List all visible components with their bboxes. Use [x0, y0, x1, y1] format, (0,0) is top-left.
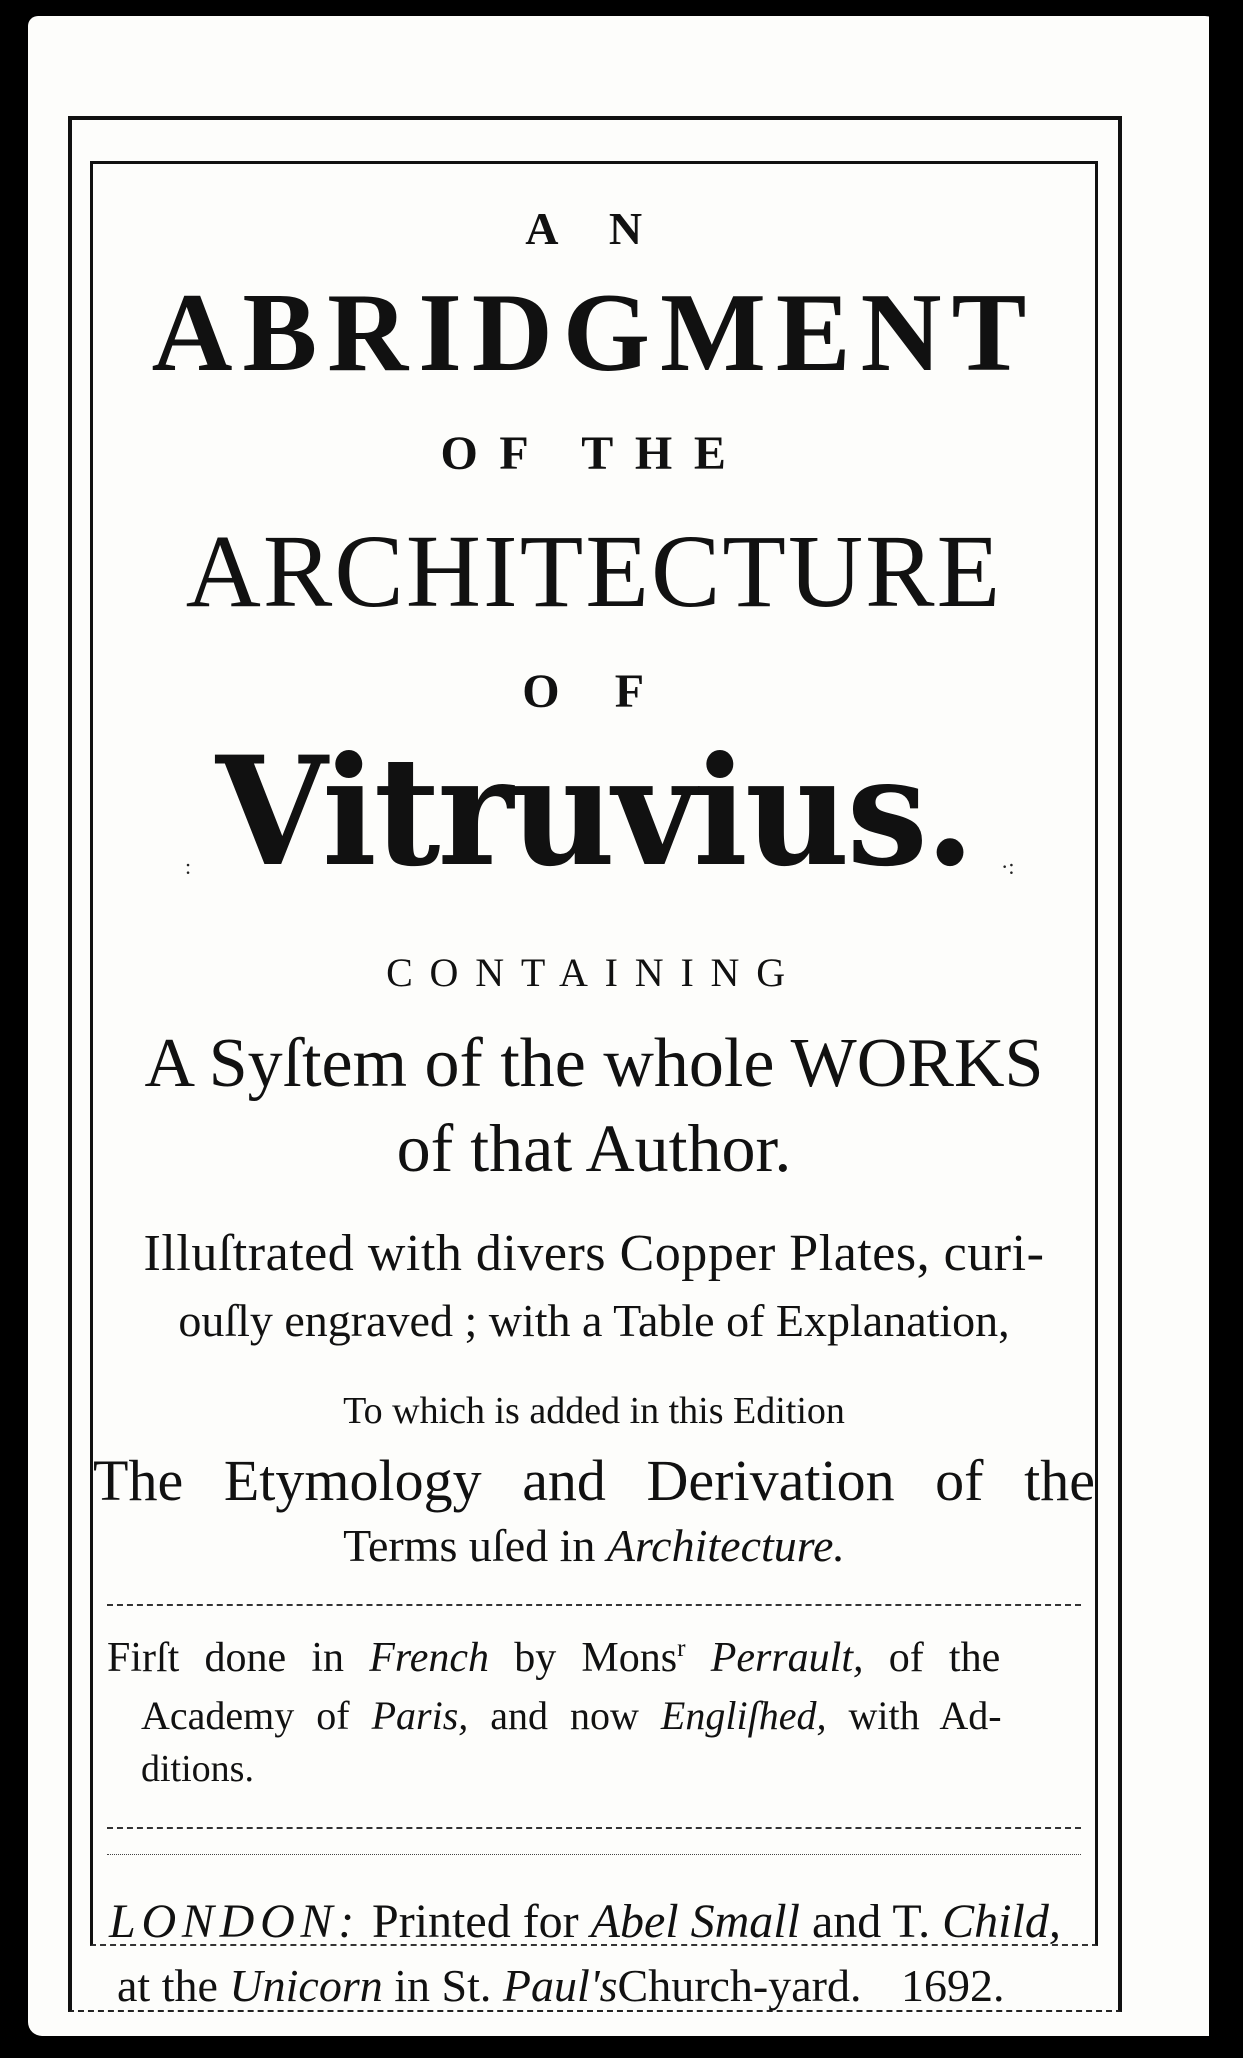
- scan-bottom-edge: [0, 2036, 1243, 2058]
- imprint-year: 1692.: [901, 1960, 1005, 2011]
- scan-right-edge: [1209, 0, 1243, 2058]
- title-page: [28, 16, 1223, 2036]
- added-edition-line: To which is added in this Edition: [343, 1390, 845, 1432]
- imprint-unicorn: Unicorn: [229, 1960, 383, 2011]
- imprint-text: in St.: [394, 1960, 492, 2011]
- separator-rule-3: [107, 1854, 1081, 1855]
- translator-text: Academy of: [141, 1693, 350, 1738]
- imprint-text: Printed for: [372, 1895, 579, 1948]
- imprint-text: and T.: [811, 1895, 931, 1948]
- translator-line-2: [93, 1692, 1143, 1739]
- translator-text: and now: [490, 1693, 639, 1738]
- containing-heading: CONTAINING: [386, 950, 802, 995]
- inner-frame: [90, 161, 1098, 2011]
- imprint-text: at the: [117, 1960, 218, 2011]
- title-vitruvius: Vitruvius.: [215, 724, 973, 900]
- translator-text: Firſt done in: [107, 1635, 345, 1681]
- separator-rule-2: [107, 1827, 1081, 1829]
- mons-superscript: r: [677, 1635, 686, 1662]
- separator-rule-1: [107, 1604, 1081, 1606]
- title-of: O F: [522, 665, 666, 718]
- ornament-dot-left: :: [185, 854, 192, 879]
- etymology-line-2: [93, 1519, 1095, 1572]
- imprint-text: Church-yard.: [617, 1960, 862, 2011]
- imprint-line-1: [93, 1894, 1111, 1949]
- architecture-italic: Architecture.: [606, 1520, 845, 1571]
- french-italic: French: [369, 1635, 489, 1681]
- etymology-line-2-text: Terms uſed in: [343, 1520, 596, 1571]
- subtitle-line-2: of that Author.: [396, 1110, 792, 1186]
- etymology-line-1: The Etymology and Derivation of the: [93, 1448, 1095, 1513]
- perrault-italic: Perrault,: [710, 1635, 864, 1681]
- englished-italic: Engliſhed,: [660, 1693, 827, 1738]
- translator-line-3: ditions.: [141, 1748, 254, 1790]
- subtitle-line-1: A Syſtem of the whole WORKS: [144, 1025, 1044, 1102]
- imprint-pauls: Paul's: [502, 1960, 618, 2011]
- illustrated-line-1: Illuſtrated with divers Copper Plates, curi-: [143, 1225, 1045, 1282]
- illustrated-line-2: ouſly engraved ; with a Table of Explanation,: [178, 1295, 1010, 1346]
- ornament-dot-right: ·:: [1001, 854, 1015, 879]
- imprint-abel-small: Abel Small: [590, 1895, 800, 1948]
- title-abridgment: ABRIDGMENT: [151, 271, 1037, 395]
- imprint-line-2: [93, 1959, 1119, 2012]
- title-architecture: ARCHITECTURE: [185, 514, 1003, 629]
- paris-italic: Paris,: [371, 1693, 469, 1738]
- title-of-the: OF THE: [440, 427, 748, 480]
- title-an: A N: [525, 203, 663, 254]
- translator-text: with Ad-: [848, 1693, 1002, 1738]
- translator-text: by Mons: [514, 1635, 678, 1681]
- translator-line-1: [93, 1634, 1109, 1682]
- translator-text: of the: [888, 1635, 1001, 1681]
- imprint-london: LONDON:: [109, 1895, 361, 1948]
- imprint-child: Child,: [942, 1895, 1061, 1948]
